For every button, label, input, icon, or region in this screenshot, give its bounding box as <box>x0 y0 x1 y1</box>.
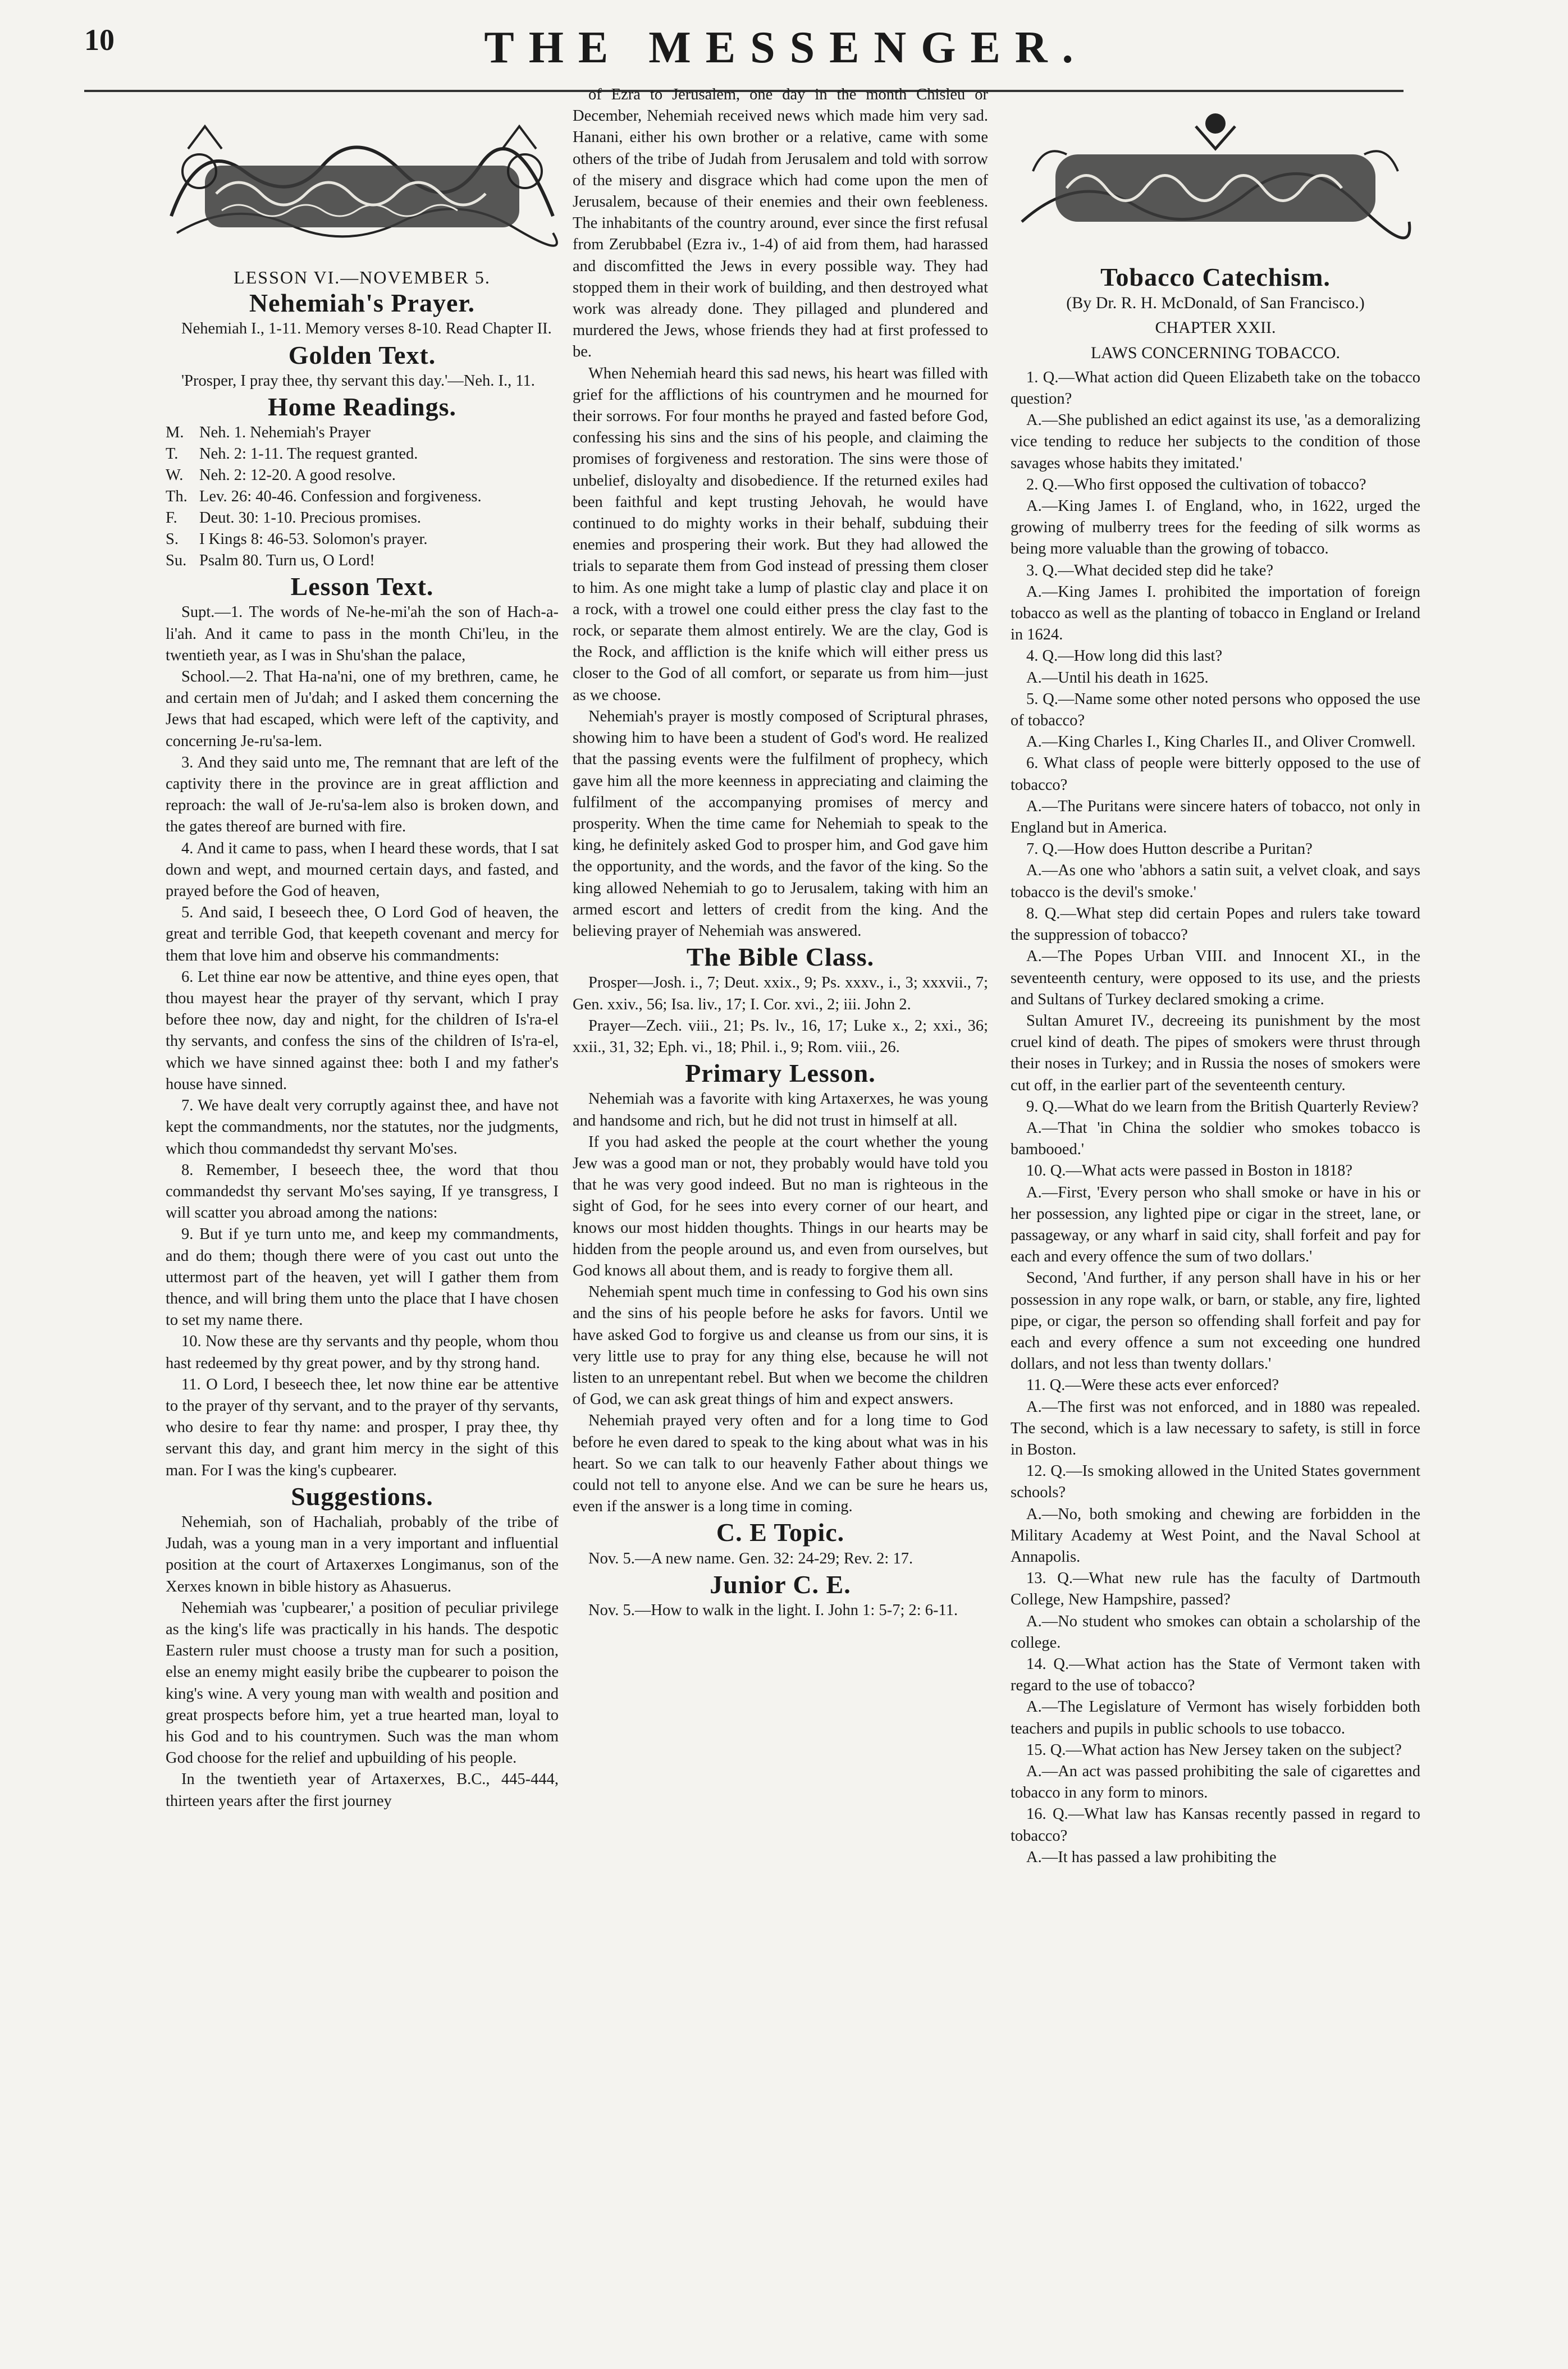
catechism-paragraph: A.—No, both smoking and chewing are forbidden in the Military Academy at West Point, and the Naval School at Annapolis. <box>1011 1505 1420 1566</box>
suggestions-paragraph: Nehemiah, son of Hachaliah, probably of the tribe of Judah, was a young man in a very important and influential position at the court of Artaxerxes Longimanus, son of the Xerxes known in bible history as Ahasuerus. <box>166 1513 559 1595</box>
lesson-verse: Supt.—1. The words of Ne-he-mi'ah the son of Hach-a-li'ah. And it came to pass in the month Chi'leu, in the twentieth year, as I was in Shu'shan the palace, <box>166 603 559 664</box>
column-lesson-continued <box>573 84 988 2206</box>
ce-topic-heading: C. E Topic. <box>716 1518 845 1547</box>
catechism-paragraph: 2. Q.—Who first opposed the cultivation of tobacco? <box>1026 475 1366 493</box>
temperance-banner <box>1011 104 1420 255</box>
catechism-paragraph: A.—That 'in China the soldier who smokes tobacco is bambooed.' <box>1011 1119 1420 1159</box>
catechism-paragraph: A.—An act was passed prohibiting the sale of cigarettes and tobacco in any form to minors. <box>1011 1763 1420 1802</box>
column-temperance <box>1011 93 1420 2215</box>
masthead-title: THE MESSENGER. <box>484 23 1088 72</box>
suggestions-paragraph: Nehemiah was 'cupbearer,' a position of peculiar privilege as the king's life was practically in his hands. The despotic Eastern ruler must choose a trusty man for such a position, else an enemy might easily bribe the cupbearer to poison the king's wine. A very young man with wealth and position and great prospects before him, yet a true hearted man, loyal to his God and to his countrymen. Such was the man whom God choose for the relief and upbuilding of his people. <box>166 1599 559 1767</box>
lesson-text-heading: Lesson Text. <box>290 572 434 601</box>
page-number: 10 <box>84 23 115 57</box>
lesson-verse: 6. Let thine ear now be attentive, and thine eyes open, that thou mayest hear the prayer of thy servant, which I pray before thee now, day and night, for the children of Is'ra-el thy servants, and confess the sins of the children of Is'ra-el, which we have sinned against thee: both I and my father's house have sinned. <box>166 968 559 1093</box>
primary-lesson-paragraph: Nehemiah was a favorite with king Artaxerxes, he was young and handsome and rich, but he did not trust in himself at all. <box>573 1090 988 1129</box>
lesson-title: Nehemiah's Prayer. <box>249 289 476 318</box>
golden-text-heading: Golden Text. <box>288 340 436 369</box>
lesson-verse: 5. And said, I beseech thee, O Lord God of heaven, the great and terrible God, that keepeth covenant and mercy for them that love him and observe his commandments: <box>166 904 559 964</box>
catechism-paragraph: Second, 'And further, if any person shall have in his or her possession in any rope walk, or barn, or stable, any fire, lighted pipe, or cigar, the person so offending shall forfeit and pay for each and every offence a sum not exceeding one hundred dollars, and not less than twenty dollars.' <box>1011 1269 1420 1373</box>
junior-ce-text: Nov. 5.—How to walk in the light. I. John 1: 5-7; 2: 6-11. <box>588 1602 958 1620</box>
catechism-paragraph: 8. Q.—What step did certain Popes and rulers take toward the suppression of tobacco? <box>1011 904 1420 944</box>
catechism-paragraph: A.—The first was not enforced, and in 1880 was repealed. The second, which is a law necessary to safety, is still in force in Boston. <box>1011 1398 1420 1458</box>
catechism-paragraph: 1. Q.—What action did Queen Elizabeth take on the tobacco question? <box>1011 368 1420 408</box>
catechism-paragraph: A.—King Charles I., King Charles II., and Oliver Cromwell. <box>1026 733 1416 751</box>
home-readings-list <box>166 422 559 571</box>
suggestions-heading: Suggestions. <box>291 1481 433 1511</box>
junior-ce-heading: Junior C. E. <box>710 1570 851 1599</box>
reading-item: Th. Lev. 26: 40-46. Confession and forgiveness. <box>166 488 482 506</box>
catechism-paragraph: 6. What class of people were bitterly opposed to the use of tobacco? <box>1011 754 1420 794</box>
commentary-paragraph: of Ezra to Jerusalem, one day in the month Chisleu or December, Nehemiah received news which made him very sad. Hanani, either his own brother or a relative, came with some others of the tribe of Judah from Jerusalem and told with sorrow of the misery and disgrace which had come upon the men of Jerusalem, because of their enemies and their own feebleness. The inhabitants of the country around, ever since the first refusal from Zerubbabel (Ezra iv., 1-4) of aid from them, had harassed and discomfitted the Jews in every possible way. They had stopped them in their work of building, and then destroyed what work was already done. They pillaged and plundered and murdered the Jews, whose friends they had at first professed to be. <box>573 86 988 361</box>
primary-lesson-paragraph: If you had asked the people at the court whether the young Jew was a good man or not, they probably would have told you that he was very good indeed. But no man is righteous in the sight of God, for he sees into every corner of our heart, and knows our most hidden thoughts. Things in our hearts may be hidden from the people around us, and even from ourselves, but God knows all about them, and is ready to forgive them all. <box>573 1133 988 1279</box>
catechism-paragraph: A.—It has passed a law prohibiting the <box>1026 1848 1277 1866</box>
reading-item: T. Neh. 2: 1-11. The request granted. <box>166 445 418 463</box>
lesson-verse: School.—2. That Ha-na'ni, one of my brethren, came, he and certain men of Ju'dah; and I asked them concerning the Jews that had escaped, which were left of the captivity, and concerning Je-ru'sa-lem. <box>166 668 559 750</box>
sunday-school-banner <box>166 104 559 255</box>
catechism-paragraph: 10. Q.—What acts were passed in Boston in 1818? <box>1026 1162 1352 1180</box>
catechism-paragraph: A.—The Popes Urban VIII. and Innocent XI., in the seventeenth century, were opposed to its use, and the priests and Sultans of Turkey declared smoking a crime. <box>1011 948 1420 1008</box>
catechism-paragraph: 14. Q.—What action has the State of Vermont taken with regard to the use of tobacco? <box>1011 1655 1420 1695</box>
catechism-paragraph: A.—Until his death in 1625. <box>1026 669 1209 687</box>
bible-class-heading: The Bible Class. <box>686 943 875 972</box>
home-readings-heading: Home Readings. <box>268 392 456 422</box>
golden-text: 'Prosper, I pray thee, thy servant this day.'—Neh. I., 11. <box>181 372 535 390</box>
lesson-verse: 9. But if ye turn unto me, and keep my commandments, and do them; though there were of you cast out unto the uttermost part of the heaven, yet will I gather them from thence, and will bring them unto the place that I have chosen to set my name there. <box>166 1225 559 1329</box>
ce-topic-text: Nov. 5.—A new name. Gen. 32: 24-29; Rev. 2: 17. <box>588 1549 913 1567</box>
lesson-date: LESSON VI.—NOVEMBER 5. <box>234 267 491 287</box>
catechism-byline: (By Dr. R. H. McDonald, of San Francisco.) <box>1066 294 1365 313</box>
catechism-paragraph: A.—No student who smokes can obtain a scholarship of the college. <box>1011 1612 1420 1652</box>
suggestions-paragraph: In the twentieth year of Artaxerxes, B.C., 445-444, thirteen years after the first journey <box>166 1771 559 1810</box>
ornamental-banner-graphic <box>1011 104 1420 255</box>
reading-item: Su. Psalm 80. Turn us, O Lord! <box>166 552 375 570</box>
catechism-paragraph: 3. Q.—What decided step did he take? <box>1026 561 1274 579</box>
catechism-paragraph: A.—As one who 'abhors a satin suit, a velvet cloak, and says tobacco is the devil's smoke.' <box>1011 862 1420 901</box>
catechism-paragraph: A.—First, 'Every person who shall smoke or have in his or her possession, any lighted pipe or cigar in the street, lane, or passageway, or any wharf in said city, shall forfeit and pay for each and every offence the sum of two dollars.' <box>1011 1183 1420 1266</box>
catechism-paragraph: A.—She published an edict against its use, 'as a demoralizing vice tending to reduce her subjects to the condition of those savages whose habits they imitated.' <box>1011 411 1420 472</box>
primary-lesson-paragraph: Nehemiah spent much time in confessing to God his own sins and the sins of his people before he asks for favors. Until we have asked God to forgive us and cleanse us from our sins, it is very little use to pray for any thing else, because he will not listen to an unrepentant rebel. But when we become the children of God, we can ask great things of him and expect answers. <box>573 1283 988 1408</box>
ornamental-banner-graphic <box>166 104 559 255</box>
reading-item: S. I Kings 8: 46-53. Solomon's prayer. <box>166 530 428 548</box>
commentary-paragraph: When Nehemiah heard this sad news, his heart was filled with grief for the afflictions of his countrymen and he mourned for their sorrows. For four months he prayed and fasted before God, confessing his sins and the sins of his people, and claiming the promises of forgiveness and restoration. The sins were those of unbelief, disloyalty and disobedience. If the returned exiles had been faithful and kept trusting Jehovah, he would have continued to do mighty works in their behalf, subduing their enemies and prospering their work. But they had allowed the trials to separate them from God instead of pressing them closer to him. As one might take a lump of plastic clay and place it on a rock, with a trowel one could either press the clay fast to the rock, or separate them almost entirely. We are the clay, God is the Rock, and affliction is the knife which will either press us closer to the God of all comfort, or separate us from him—just as we choose. <box>573 364 988 704</box>
catechism-paragraph: 9. Q.—What do we learn from the British Quarterly Review? <box>1026 1097 1419 1115</box>
primary-lesson-paragraph: Nehemiah prayed very often and for a long time to God before he even dared to speak to the king about what was in his heart. So we can talk to our heavenly Father about things we could not tell to anyone else. And we can be sure he hears us, even if the answer is a long time in coming. <box>573 1412 988 1516</box>
reading-item: F. Deut. 30: 1-10. Precious promises. <box>166 509 421 527</box>
lesson-verse: 10. Now these are thy servants and thy people, whom thou hast redeemed by thy great power, and by thy strong hand. <box>166 1333 559 1372</box>
catechism-paragraph: 4. Q.—How long did this last? <box>1026 647 1223 665</box>
commentary-paragraph: Nehemiah's prayer is mostly composed of Scriptural phrases, showing him to have been a student of God's word. He realized that the passing events were the fulfilment of prophecy, which gave him all the more keenness in appreciating and claiming the fulfilment of the accompanying promises of mercy and prosperity. When the time came for Nehemiah to speak to the king, he definitely asked God to prosper him, and God gave him the opportunity, and the words, and the favor of the king. So the king allowed Nehemiah to go to Jerusalem, taking with him an armed escort and letters of credit from the king. And the believing prayer of Nehemiah was answered. <box>573 707 988 940</box>
catechism-body <box>1011 367 1420 1868</box>
catechism-paragraph: 7. Q.—How does Hutton describe a Puritan? <box>1026 840 1313 858</box>
lesson-verse: 8. Remember, I beseech thee, the word that thou commandedst thy servant Mo'ses saying, If ye transgress, I will scatter you abroad among the nations: <box>166 1161 559 1222</box>
catechism-paragraph: 11. Q.—Were these acts ever enforced? <box>1026 1376 1279 1394</box>
reading-item: M. Neh. 1. Nehemiah's Prayer <box>166 424 371 442</box>
column-sunday-school <box>166 93 559 2215</box>
lesson-verse: 3. And they said unto me, The remnant that are left of the captivity there in the province are in great affliction and reproach: the wall of Je-ru'sa-lem also is broken down, and the gates thereof are burned with fire. <box>166 753 559 836</box>
catechism-section: LAWS CONCERNING TOBACCO. <box>1090 343 1341 362</box>
catechism-paragraph: A.—King James I. of England, who, in 1622, urged the growing of mulberry trees for the feeding of silk worms as being more valuable than the growing of tobacco. <box>1011 497 1420 558</box>
catechism-paragraph: A.—The Legislature of Vermont has wisely forbidden both teachers and pupils in public schools to use tobacco. <box>1011 1698 1420 1737</box>
catechism-paragraph: 15. Q.—What action has New Jersey taken on the subject? <box>1026 1741 1402 1759</box>
lesson-verse: 11. O Lord, I beseech thee, let now thine ear be attentive to the prayer of thy servant, and to the prayer of thy servants, who desire to fear thy name: and prosper, I pray thee, thy servant this day, and grant him mercy in the sight of this man. For I was the king's cupbearer. <box>166 1375 559 1479</box>
catechism-paragraph: 5. Q.—Name some other noted persons who opposed the use of tobacco? <box>1011 690 1420 730</box>
catechism-paragraph: 12. Q.—Is smoking allowed in the United States government schools? <box>1011 1462 1420 1502</box>
catechism-paragraph: A.—King James I. prohibited the importation of foreign tobacco as well as the planting of tobacco in England or Ireland in 1624. <box>1011 583 1420 644</box>
catechism-paragraph: Sultan Amuret IV., decreeing its punishment by the most cruel kind of death. The pipes of smokers were thrust through their noses in Turkey; and in Russia the noses of smokers were cut off, in the earlier part of the seventeenth century. <box>1011 1012 1420 1094</box>
catechism-paragraph: A.—The Puritans were sincere haters of tobacco, not only in England but in America. <box>1011 797 1420 837</box>
catechism-paragraph: 16. Q.—What law has Kansas recently passed in regard to tobacco? <box>1011 1805 1420 1845</box>
lesson-verse: 7. We have dealt very corruptly against thee, and have not kept the commandments, nor the statutes, nor the judgments, which thou commandedst thy servant Mo'ses. <box>166 1097 559 1158</box>
lesson-scripture: Nehemiah I., 1-11. Memory verses 8-10. Read Chapter II. <box>181 320 552 338</box>
reading-item: W. Neh. 2: 12-20. A good resolve. <box>166 467 396 484</box>
primary-lesson-heading: Primary Lesson. <box>685 1059 876 1088</box>
catechism-chapter: CHAPTER XXII. <box>1155 318 1276 337</box>
catechism-paragraph: 13. Q.—What new rule has the faculty of Dartmouth College, New Hampshire, passed? <box>1011 1570 1420 1609</box>
lesson-verse: 4. And it came to pass, when I heard these words, that I sat down and wept, and mourned certain days, and fasted, and prayed before the God of heaven, <box>166 839 559 900</box>
catechism-title: Tobacco Catechism. <box>1100 263 1331 291</box>
bible-class-paragraph: Prayer—Zech. viii., 21; Ps. lv., 16, 17; Luke x., 2; xxi., 36; xxii., 31, 32; Eph. vi., 18; Phil. i., 9; Rom. viii., 26. <box>573 1017 988 1056</box>
bible-class-paragraph: Prosper—Josh. i., 7; Deut. xxix., 9; Ps. xxxv., i., 3; xxxvii., 7; Gen. xxiv., 56; Isa. liv., 17; I. Cor. xvi., 2; iii. John 2. <box>573 974 988 1013</box>
